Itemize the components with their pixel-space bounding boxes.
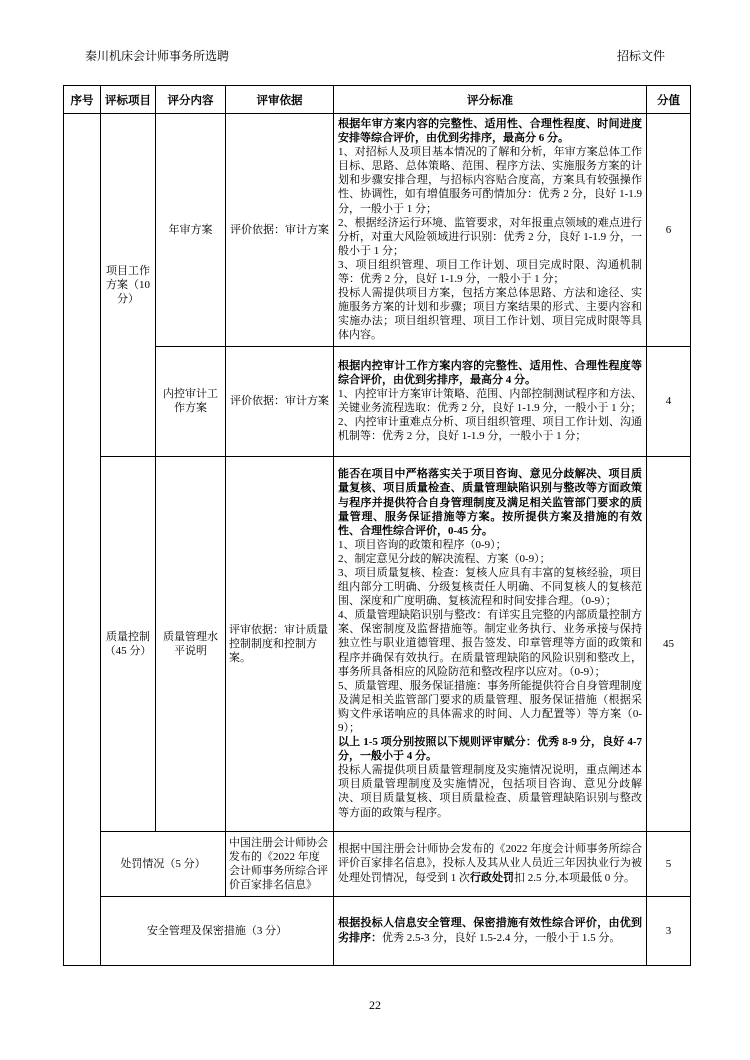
criteria-item: 2、内控审计重难点分析、项目组织管理、项目工作计划、沟通机制等：优秀 2 分，良好 1-1.9 分，一般小于 1 分； bbox=[338, 416, 642, 443]
table-row bbox=[64, 346, 691, 456]
table-header-row bbox=[64, 86, 691, 114]
header-content: 评分内容 bbox=[156, 86, 226, 114]
criteria-intro: 根据年审方案内容的完整性、适用性、合理性程度、时间进度安排等综合评价，由优到劣排序，最高分 6 分。 bbox=[338, 118, 642, 145]
criteria-item: 1、对招标人及项目基本情况的了解和分析，年审方案总体工作目标、思路、总体策略、范围、程序方法、实施服务方案的计划和步骤安排合理，与招标内容贴合度高，方案具有较强操作性、协调性，如有增值服务可酌情加分：优秀 2 分，良好 1-1.9 分，一般小于 1 分； bbox=[338, 146, 642, 215]
criteria-item: 2、制定意见分歧的解决流程、方案（0-9）； bbox=[338, 552, 551, 565]
criteria-item: 2、根据经济运行环境、监管要求，对年报重点领域的难点进行分析，对重大风险领域进行识别：优秀 2 分，良好 1-1.9 分，一般小于 1 分； bbox=[338, 216, 642, 257]
header-seq: 序号 bbox=[64, 86, 101, 114]
score-cell: 4 bbox=[647, 346, 691, 456]
criteria-intro: 根据内控审计工作方案内容的完整性、适用性、合理性程度等综合评价，由优到劣排序，最高分 4 分。 bbox=[338, 359, 642, 386]
criteria-item: 3、项目组织管理、项目工作计划、项目完成时限、沟通机制等：优秀 2 分，良好 1-1.9 分，一般小于 1 分； bbox=[338, 258, 642, 286]
criteria-item: 1、项目咨询的政策和程序（0-9）； bbox=[338, 538, 507, 551]
header-basis: 评审依据 bbox=[226, 86, 334, 114]
project-cell: 项目工作方案（10 分） bbox=[101, 114, 156, 457]
score-cell: 3 bbox=[647, 896, 691, 965]
criteria-text bbox=[338, 842, 642, 884]
table-row bbox=[64, 831, 691, 896]
criteria-intro: 能否在项目中严格落实关于项目咨询、意见分歧解决、项目质量复核、项目质量检查、质量管理缺陷识别与整改等方面政策与程序并提供符合自身管理制度及满足相关监管部门要求的质量管理、服务保证措施等方案。按所提供方案及措施的有效性、合理性综合评价，0-45 分。 bbox=[338, 468, 642, 537]
criteria-note: 投标人需提供项目方案，包括方案总体思路、方法和途径、实施服务方案的计划和步骤；项目方案结果的形式、主要内容和实施办法；项目组织管理、项目工作计划、项目完成时限等具体内容。 bbox=[338, 287, 642, 342]
criteria-item: 4、质量管理缺陷识别与整改：有详实且完整的内部质量控制方案、保密制度及监督措施等。制定业务执行、业务承接与保持独立性与职业道德管理、报告签发、印章管理等方面的政策和程序并确保有效执行。在质量管理缺陷的风险识别和整改上，事务所具备相应的风险防范和整改程序以应对。（0-9）； bbox=[338, 609, 642, 678]
criteria-text-pre: 根据中国注册会计师协会发布的《2022 年度会计师事务所综合评价百家排名信息》，投标人及其从业人员近三年因执业行为被处理处罚情况，每受到 1 次 bbox=[338, 843, 642, 884]
score-cell: 6 bbox=[647, 114, 691, 347]
table-row bbox=[64, 114, 691, 347]
header-criteria: 评分标准 bbox=[334, 86, 647, 114]
header-score: 分值 bbox=[647, 86, 691, 114]
criteria-item: 1、内控审计方案审计策略、范围、内部控制测试程序和方法、关键业务流程选取：优秀 2 分，良好 1-1.9 分，一般小于 1 分； bbox=[338, 387, 642, 414]
doc-header-right: 招标文件 bbox=[616, 49, 665, 63]
criteria-rule: 以上 1-5 项分别按照以下规则评审赋分：优秀 8-9 分，良好 4-7 分，一般小于 4 分。 bbox=[338, 736, 642, 763]
criteria-note: 投标人需提供项目质量管理制度及实施情况说明，重点阐述本项目质量管理制度及实施情况，包括项目咨询、意见分歧解决、项目质量复核、项目质量检查、质量管理缺陷识别与整改等方面的政策与程序。 bbox=[338, 764, 642, 819]
criteria-cell bbox=[334, 114, 647, 347]
criteria-text-rest: 优秀 2.5-3 分，良好 1.5-2.4 分，一般小于 1.5 分。 bbox=[382, 931, 621, 944]
table-row bbox=[64, 456, 691, 831]
criteria-text bbox=[338, 916, 642, 944]
header-project: 评标项目 bbox=[101, 86, 156, 114]
table-row bbox=[64, 896, 691, 965]
basis-cell: 评价依据：审计方案 bbox=[226, 114, 334, 347]
criteria-cell bbox=[334, 831, 647, 896]
score-cell: 5 bbox=[647, 831, 691, 896]
basis-cell: 评审依据：审计质量控制制度和控制方案。 bbox=[226, 456, 334, 831]
basis-cell: 评价依据：审计方案 bbox=[226, 346, 334, 456]
content-cell: 内控审计工作方案 bbox=[156, 346, 226, 456]
page-number: 22 bbox=[369, 998, 381, 1012]
criteria-cell bbox=[334, 456, 647, 831]
criteria-cell bbox=[334, 896, 647, 965]
item-cell: 安全管理及保密措施（3 分） bbox=[101, 896, 334, 965]
criteria-cell bbox=[334, 346, 647, 456]
doc-header bbox=[85, 48, 665, 64]
criteria-item: 5、质量管理、服务保证措施：事务所能提供符合自身管理制度及满足相关监管部门要求的质量管理、服务保证措施（根据采购文件承诺响应的具体需求的时间、人力配置等）等方案（0-9）； bbox=[338, 679, 642, 735]
doc-header-left: 秦川机床会计师事务所选聘 bbox=[85, 49, 230, 63]
seq-cell bbox=[64, 114, 101, 966]
item-cell: 处罚情况（5 分） bbox=[101, 831, 226, 896]
criteria-item: 3、项目质量复核、检查：复核人应具有丰富的复核经验，项目组内部分工明确、分级复核责任人明确、不同复核人的复核范围、深度和广度明确、复核流程和时间安排合理。（0-9）； bbox=[338, 566, 642, 608]
basis-cell: 中国注册会计师协会发布的《2022 年度会计师事务所综合评价百家排名信息》 bbox=[226, 831, 334, 896]
content-cell: 年审方案 bbox=[156, 114, 226, 347]
score-cell: 45 bbox=[647, 456, 691, 831]
criteria-text-post: 扣 2.5 分,本项最低 0 分。 bbox=[514, 871, 635, 884]
scoring-criteria-table bbox=[63, 85, 691, 966]
criteria-text-emphasis: 行政处罚 bbox=[470, 871, 514, 884]
content-cell: 质量管理水平说明 bbox=[156, 456, 226, 831]
criteria-text-lead: 根据投标人信息安全管理、保密措施有效性综合评价，由优到劣排序： bbox=[338, 917, 642, 944]
project-cell: 质量控制（45 分） bbox=[101, 456, 156, 831]
